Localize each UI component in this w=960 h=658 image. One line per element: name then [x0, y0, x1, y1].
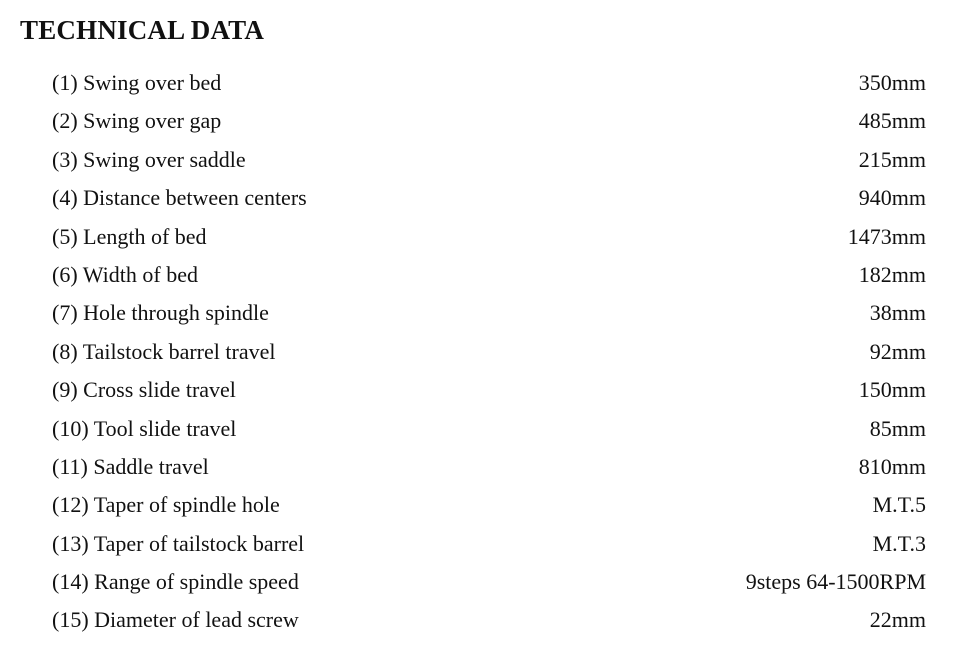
spec-row: [52, 525, 926, 563]
spec-label: (1) Swing over bed: [52, 70, 222, 95]
spec-row: [52, 410, 926, 448]
spec-row: [52, 256, 926, 294]
spec-label: (7) Hole through spindle: [52, 300, 269, 326]
spec-row: [52, 64, 926, 102]
spec-label: (10) Tool slide travel: [52, 415, 237, 441]
spec-value: 182mm: [858, 261, 926, 287]
spec-label: (4) Distance between centers: [52, 185, 307, 211]
spec-value: 22mm: [869, 607, 926, 633]
spec-value: 9steps 64-1500RPM: [745, 569, 926, 595]
spec-row: [52, 563, 926, 601]
spec-label: (3) Swing over saddle: [52, 146, 246, 172]
spec-label: (5) Length of bed: [52, 223, 207, 249]
spec-label: (11) Saddle travel: [52, 453, 209, 479]
spec-label: (8) Tailstock barrel travel: [52, 338, 276, 364]
spec-label: (13) Taper of tailstock barrel: [52, 530, 305, 556]
spec-label: (14) Range of spindle speed: [52, 569, 299, 595]
spec-value: 810mm: [858, 453, 926, 479]
spec-value: 38mm: [869, 300, 926, 326]
spec-row: [52, 294, 926, 332]
spec-row: [52, 333, 926, 371]
spec-value: 485mm: [858, 108, 926, 134]
spec-value: 85mm: [869, 415, 926, 441]
spec-label: (15) Diameter of lead screw: [52, 607, 299, 633]
spec-value: 150mm: [858, 377, 926, 403]
spec-row: [52, 448, 926, 486]
spec-value: 1473mm: [847, 223, 926, 249]
spec-row: [52, 141, 926, 179]
spec-value: 92mm: [869, 338, 926, 364]
spec-row: [52, 102, 926, 140]
spec-value: 350mm: [858, 70, 926, 95]
spec-value: M.T.5: [872, 492, 926, 518]
spec-value: 940mm: [858, 185, 926, 211]
spec-value: 215mm: [858, 146, 926, 172]
spec-label: (9) Cross slide travel: [52, 377, 236, 403]
spec-row: [52, 371, 926, 409]
spec-row: [52, 601, 926, 639]
technical-data-list: [52, 64, 926, 640]
spec-row: [52, 218, 926, 256]
spec-value: M.T.3: [872, 530, 926, 556]
spec-row: [52, 179, 926, 217]
spec-label: (6) Width of bed: [52, 261, 198, 287]
spec-row: [52, 486, 926, 524]
spec-label: (2) Swing over gap: [52, 108, 222, 134]
spec-label: (12) Taper of spindle hole: [52, 492, 280, 518]
page-title: TECHNICAL DATA: [20, 15, 265, 45]
